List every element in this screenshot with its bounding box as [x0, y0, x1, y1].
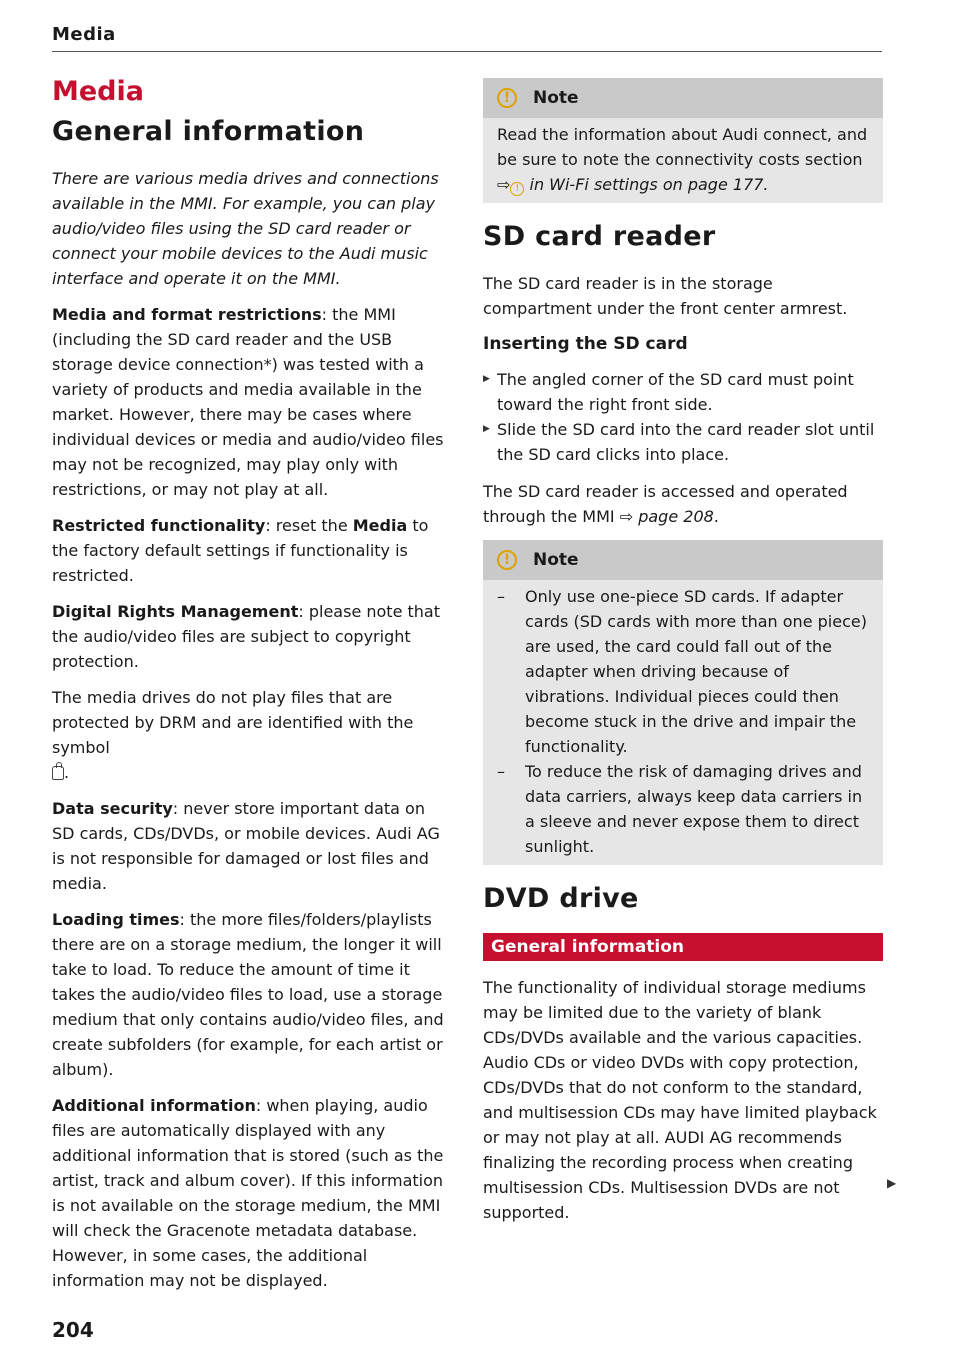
header-section-label: Media: [52, 24, 116, 45]
term: Loading times: [52, 910, 180, 929]
list-item: – To reduce the risk of damaging drives and data carriers, always keep data carriers in a sleeve and never expose them to direct sunlight.: [497, 759, 869, 859]
list-item: ▶ The angled corner of the SD card must point toward the right front side.: [483, 367, 883, 417]
term: Digital Rights Management: [52, 602, 299, 621]
note-header: [483, 540, 883, 580]
term: Additional information: [52, 1096, 256, 1115]
para-restricted-functionality: Restricted functionality: reset the Media to the factory default settings if functionality is restricted.: [52, 516, 429, 585]
sd-subheading: Inserting the SD card: [483, 334, 688, 354]
page-reference-link[interactable]: ⇨ page 208: [619, 507, 714, 526]
left-column: [52, 70, 452, 1304]
para-drm-symbol: The media drives do not play files that are protected by DRM and are identified with the symbol .: [52, 688, 414, 782]
term: Data security: [52, 799, 173, 818]
note-body: Read the information about Audi connect, and be sure to note the connectivity costs section ⇨ ! in Wi-Fi settings on page 177.: [483, 118, 883, 197]
note-body: [483, 580, 883, 859]
para-loading-times: Loading times: the more files/folders/playlists there are on a storage medium, the longer it will take to load. To reduce the amount of time it takes the audio/video files to load, use a storage medium that only contains audio/video files, and create subfolders (for example, for each artist or album).: [52, 910, 444, 1079]
running-header: [52, 24, 882, 52]
chapter-title: Media: [52, 76, 144, 107]
note-list: [497, 584, 869, 859]
term: Media and format restrictions: [52, 305, 322, 324]
sd-intro: The SD card reader is in the storage compartment under the front center armrest.: [483, 274, 848, 318]
lock-icon: [52, 766, 64, 780]
para-data-security: Data security: never store important data on SD cards, CDs/DVDs, or mobile devices. Audi AG is not responsible for damaged or lost files and media.: [52, 799, 440, 893]
right-column: [483, 70, 883, 1236]
note-title: Note: [533, 550, 579, 570]
para-format-restrictions: Media and format restrictions: the MMI (including the SD card reader and the USB storage device connection*) was tested with a variety of products and media available in the market. However, there may be cases where individual devices or media and audio/video files may not be recognized, may play only with restrictions, or may not play at all.: [52, 305, 444, 499]
continue-arrow-icon: ▶: [887, 1176, 897, 1190]
dvd-paragraph: The functionality of individual storage mediums may be limited due to the variety of blank CDs/DVDs available and the various capacities. Audio CDs or video DVDs with copy protection, CDs/DVDs that do not conform to the standard, and multisession CDs may have limited playback or may not play at all. AUDI AG recommends finalizing the recording process when creating multisession CDs. Multisession DVDs are not supported.: [483, 978, 877, 1222]
page-number: 204: [52, 1318, 94, 1342]
sd-section-title: SD card reader: [483, 221, 716, 252]
intro-paragraph: There are various media drives and connections available in the MMI. For example, you can play audio/video files using the SD card reader or connect your mobile devices to the Audi music interface and operate it on the MMI.: [52, 169, 439, 288]
cross-reference[interactable]: ⇨ ! in Wi-Fi settings on page 177.: [497, 175, 769, 194]
sd-steps-list: [483, 367, 883, 467]
note-box-sd: [483, 540, 883, 865]
dvd-section-title: DVD drive: [483, 883, 639, 914]
para-drm: Digital Rights Management: please note that the audio/video files are subject to copyright protection.: [52, 602, 440, 671]
para-additional-info: Additional information: when playing, audio files are automatically displayed with any additional information that is stored (such as the artist, track and album cover). If this information is not available on the storage medium, the MMI will check the Gracenote metadata database. However, in some cases, the additional information may not be displayed.: [52, 1096, 444, 1290]
section-title: General information: [52, 116, 365, 147]
warning-circle-icon: !: [510, 182, 524, 196]
list-item: ▶ Slide the SD card into the card reader slot until the SD card clicks into place.: [483, 417, 883, 467]
note-box-connect: [483, 78, 883, 203]
warning-circle-icon: !: [497, 550, 517, 570]
sd-access-paragraph: The SD card reader is accessed and operated through the MMI ⇨ page 208.: [483, 482, 848, 526]
warning-circle-icon: !: [497, 88, 517, 108]
list-item: – Only use one-piece SD cards. If adapter cards (SD cards with more than one piece) are used, the card could fall out of the adapter when driving because of vibrations. Individual pieces could then become stuck in the drive and impair the functionality.: [497, 584, 869, 759]
note-header: [483, 78, 883, 118]
dvd-subsection-bar: General information: [483, 933, 883, 961]
term: Restricted functionality: [52, 516, 266, 535]
note-title: Note: [533, 88, 579, 108]
